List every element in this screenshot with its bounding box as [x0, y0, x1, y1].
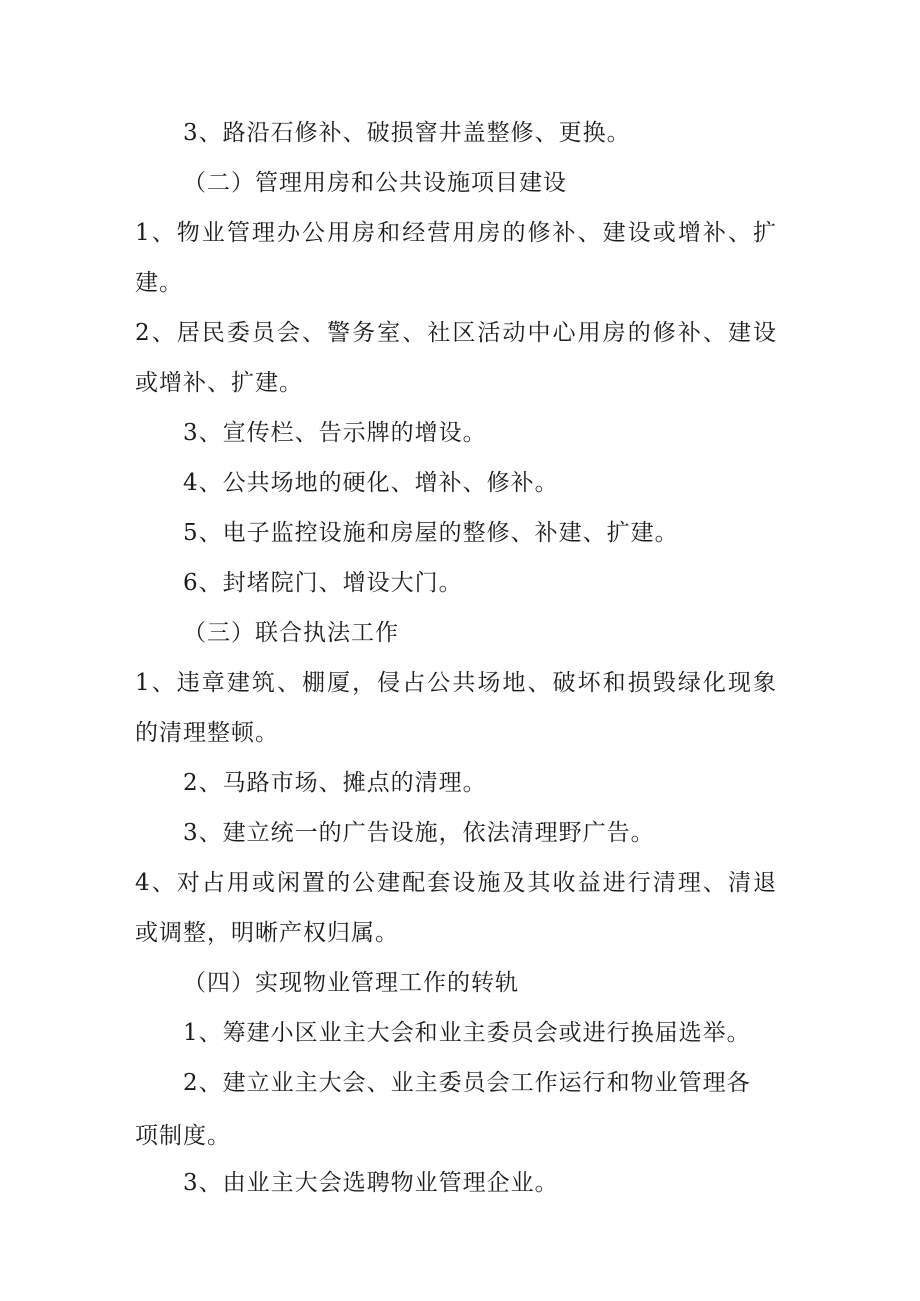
- item-advertising: 3、建立统一的广告设施，依法清理野广告。: [183, 820, 655, 846]
- item-office-building-line1: 1、物业管理办公用房和经营用房的修补、建设或增补、扩: [135, 220, 777, 246]
- item-rules-line2: 项制度。: [135, 1123, 231, 1149]
- item-rules-line1: 2、建立业主大会、业主委员会工作运行和物业管理各: [183, 1070, 751, 1096]
- item-public-facilities-line1: 4、对占用或闲置的公建配套设施及其收益进行清理、清退: [135, 870, 777, 896]
- item-public-ground: 4、公共场地的硬化、增补、修补。: [183, 470, 559, 496]
- item-illegal-buildings-line1: 1、违章建筑、棚厦，侵占公共场地、破坏和损毁绿化现象: [135, 670, 777, 696]
- item-street-markets: 2、马路市场、摊点的清理。: [183, 770, 487, 796]
- section-heading-4: （四）实现物业管理工作的转轨: [183, 970, 519, 996]
- item-public-facilities-line2: 或调整，明晰产权归属。: [135, 920, 399, 946]
- item-select-company: 3、由业主大会选聘物业管理企业。: [183, 1170, 559, 1196]
- item-community-rooms-line2: 或增补、扩建。: [135, 370, 303, 396]
- item-office-building-line2: 建。: [135, 270, 183, 296]
- item-gates: 6、封堵院门、增设大门。: [183, 570, 463, 596]
- section-heading-2: （二）管理用房和公共设施项目建设: [183, 170, 567, 196]
- item-bulletin-boards: 3、宣传栏、告示牌的增设。: [183, 420, 487, 446]
- item-surveillance: 5、电子监控设施和房屋的整修、补建、扩建。: [183, 520, 679, 546]
- item-owners-assembly: 1、筹建小区业主大会和业主委员会或进行换届选举。: [183, 1020, 751, 1046]
- item-community-rooms-line1: 2、居民委员会、警务室、社区活动中心用房的修补、建设: [135, 320, 777, 346]
- item-illegal-buildings-line2: 的清理整顿。: [135, 720, 279, 746]
- section-heading-3: （三）联合执法工作: [183, 620, 399, 646]
- item-curb-repair: 3、路沿石修补、破损窨井盖整修、更换。: [183, 120, 631, 146]
